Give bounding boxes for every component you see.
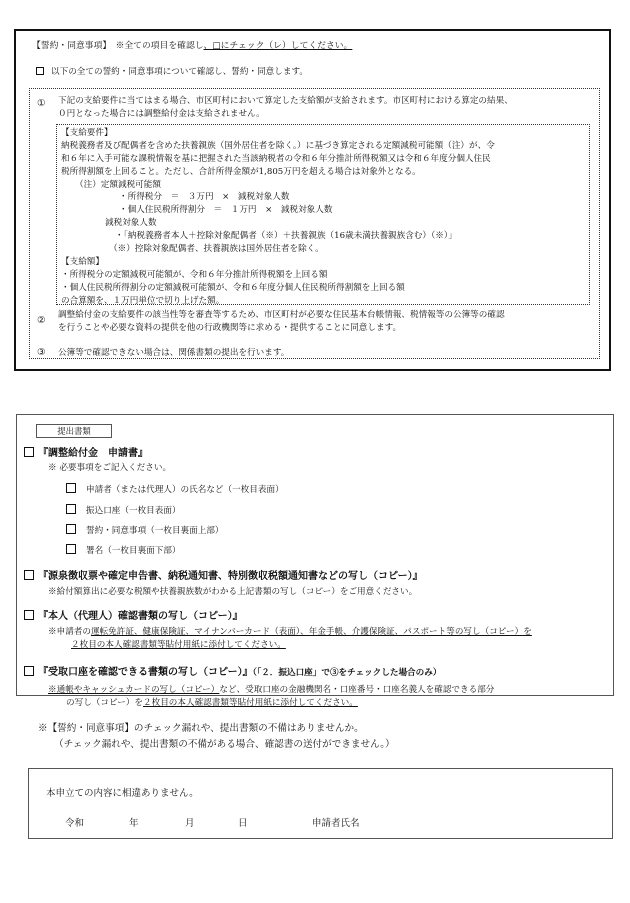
doc3-note-line2: ２枚目の本人確認書類等貼付用紙に添付してください。 <box>71 640 286 650</box>
warning-line1: ※【誓約・同意事項】のチェック漏れや、提出書類の不備はありませんか。 <box>38 723 364 734</box>
doc4-note2-prefix: の写し（コピー）を <box>66 698 144 708</box>
year-field[interactable] <box>92 815 126 829</box>
doc1-sub1-label: 申請者（または代理人）の氏名など（一枚目表面） <box>86 485 284 495</box>
doc4-title: 『受取口座を確認できる書類の写し（コピー）』 <box>38 667 253 678</box>
doc3-note-prefix: ※申請者の <box>48 627 91 637</box>
pledge-header-prefix: 【誓約・同意事項】 ※全ての項目を確認し <box>32 41 204 51</box>
item1-number: ① <box>37 98 46 109</box>
era-label: 令和 <box>65 818 85 829</box>
requirements-box <box>56 124 590 305</box>
doc4-note-rest: など、受取口座の金融機関名・口座番号・口座名義人を確認できる部分 <box>219 685 495 695</box>
req-note-label: （注）定額減税可能額 <box>75 179 161 190</box>
item2-number: ② <box>37 315 46 326</box>
item2-text <box>58 309 588 335</box>
doc1-sub4-checkbox[interactable] <box>66 544 76 554</box>
warning-line2: （チェック漏れや、提出書類の不備がある場合、確認書の送付ができません。） <box>54 739 395 750</box>
doc4-checkbox[interactable] <box>24 666 34 676</box>
req-line: 納税義務者及び配偶者を含めた扶養親族（国外居住者を除く。）に基づき算定される定額減税可能額（注）が、令 <box>61 140 495 151</box>
applicant-name-label: 申請者氏名 <box>312 818 360 829</box>
doc4-note2-attach: ２枚目の本人確認書類等貼付用紙に添付してください。 <box>143 698 358 708</box>
doc1-sub1-row[interactable] <box>66 483 284 497</box>
doc1-title: 『調整給付金 申請書』 <box>38 448 148 459</box>
req-line: 和６年に入手可能な課税情報を基に把握された当該納税者の令和６年分推計所得税額又は令和６年度分個人住民 <box>61 153 491 164</box>
doc1-checkbox[interactable] <box>24 447 34 457</box>
doc3-checkbox[interactable] <box>24 610 34 620</box>
item2-line2: を行うことや必要な資料の提供を他の行政機関等に求める・提供することに同意します。 <box>58 322 402 333</box>
doc4-note-line2 <box>66 697 358 710</box>
doc1-sub2-row[interactable] <box>66 504 181 518</box>
item1-line1: 下記の支給要件に当てはまる場合、市区町村において算定した支給額が支給されます。市区町村における算定の結果、 <box>58 96 513 106</box>
doc1-sub3-checkbox[interactable] <box>66 524 76 534</box>
req-line: 税所得割額を上回ること。ただし、合計所得金額が1,805万円を超える場合は対象外となる。 <box>61 166 421 177</box>
req-count-note: （※）控除対象配偶者、扶養親族は国外居住者を除く。 <box>109 244 324 255</box>
month-field[interactable] <box>145 815 179 829</box>
req-calc-resident-tax: ・個人住民税所得割分 ＝ １万円 × 減税対象人数 <box>119 205 333 216</box>
amount-line: ・所得税分の定額減税可能額が、令和６年分推計所得税額を上回る額 <box>61 269 328 280</box>
doc4-note-passbook: ※通帳やキャッシュカードの写し（コピー） <box>48 685 220 695</box>
doc2-title: 『源泉徴収票や確定申告書、納税通知書、特別徴収税額通知書などの写し（コピー）』 <box>38 571 423 582</box>
day-label: 日 <box>238 818 248 829</box>
doc1-sub4-label: 署名（一枚目裏面下部） <box>86 546 181 556</box>
doc4-title-suffix: （「２．振込口座」で③をチェックした場合のみ） <box>252 668 442 678</box>
item1-line2: ０円となった場合には調整給付金は支給されません。 <box>58 108 265 119</box>
doc4-row[interactable] <box>24 665 441 680</box>
item3-number: ③ <box>37 347 46 358</box>
doc3-title: 『本人（代理人）確認書類の写し（コピー）』 <box>38 611 243 622</box>
pledge-header-instruction: 、□にチェック（レ）してください。 <box>203 41 353 51</box>
amount-line: ・個人住民税所得割分の定額減税可能額が、令和６年度分個人住民税所得割額を上回る額 <box>61 282 405 293</box>
doc1-note: ※ 必要事項をご記入ください。 <box>48 463 172 473</box>
doc2-row[interactable] <box>24 569 423 584</box>
doc2-checkbox[interactable] <box>24 570 34 580</box>
doc1-sub3-label: 誓約・同意事項（一枚目裏面上部） <box>86 526 224 536</box>
item1-text <box>58 95 588 121</box>
req-count-formula: ・「納税義務者本人＋控除対象配偶者（※）＋扶養親族（16歳未満扶養親族含む）（※）」 <box>115 231 457 242</box>
doc1-sub1-checkbox[interactable] <box>66 483 76 493</box>
applicant-name-field[interactable] <box>376 812 596 830</box>
doc1-sub2-checkbox[interactable] <box>66 504 76 514</box>
doc4-note-line1 <box>48 684 494 697</box>
pledge-header <box>32 40 352 53</box>
req-count-label: 減税対象人数 <box>105 218 157 229</box>
amount-line: の合算額を、１万円単位で切り上げた額。 <box>61 295 225 306</box>
doc1-row[interactable] <box>24 446 148 461</box>
item3-text: 公簿等で確認できない場合は、関係書類の提出を行います。 <box>58 348 290 358</box>
doc1-sub4-row[interactable] <box>66 544 181 558</box>
year-label: 年 <box>129 818 139 829</box>
doc2-note: ※給付額算出に必要な税額や扶養親族数がわかる上記書類の写し（コピー）をご用意ください。 <box>48 587 418 597</box>
declaration-statement: 本申立ての内容に相違ありません。 <box>46 788 199 799</box>
documents-title: 提出書類 <box>36 424 112 438</box>
doc3-note-id-list: 運転免許証、健康保険証、マイナンバーカード（表面）、年金手帳、介護保険証、パスポート等の写し（コピー）を <box>90 627 532 637</box>
doc3-row[interactable] <box>24 609 243 624</box>
agree-all-label: 以下の全ての誓約・同意事項について確認し、誓約・同意します。 <box>51 67 308 77</box>
req-heading: 【支給要件】 <box>61 128 113 138</box>
doc1-sub3-row[interactable] <box>66 524 224 538</box>
agree-all-row[interactable] <box>36 66 308 79</box>
req-calc-income-tax: ・所得税分 ＝ ３万円 × 減税対象人数 <box>119 192 290 203</box>
doc1-sub2-label: 振込口座（一枚目表面） <box>86 506 181 516</box>
amount-heading: 【支給額】 <box>61 256 104 267</box>
month-label: 月 <box>185 818 195 829</box>
doc3-note-line1 <box>48 626 532 639</box>
day-field[interactable] <box>200 815 234 829</box>
item2-line1: 調整給付金の支給要件の該当性等を審査等するため、市区町村が必要な住民基本台帳情報、税情報等の公簿等の確認 <box>58 310 505 320</box>
agree-all-checkbox[interactable] <box>36 67 44 75</box>
